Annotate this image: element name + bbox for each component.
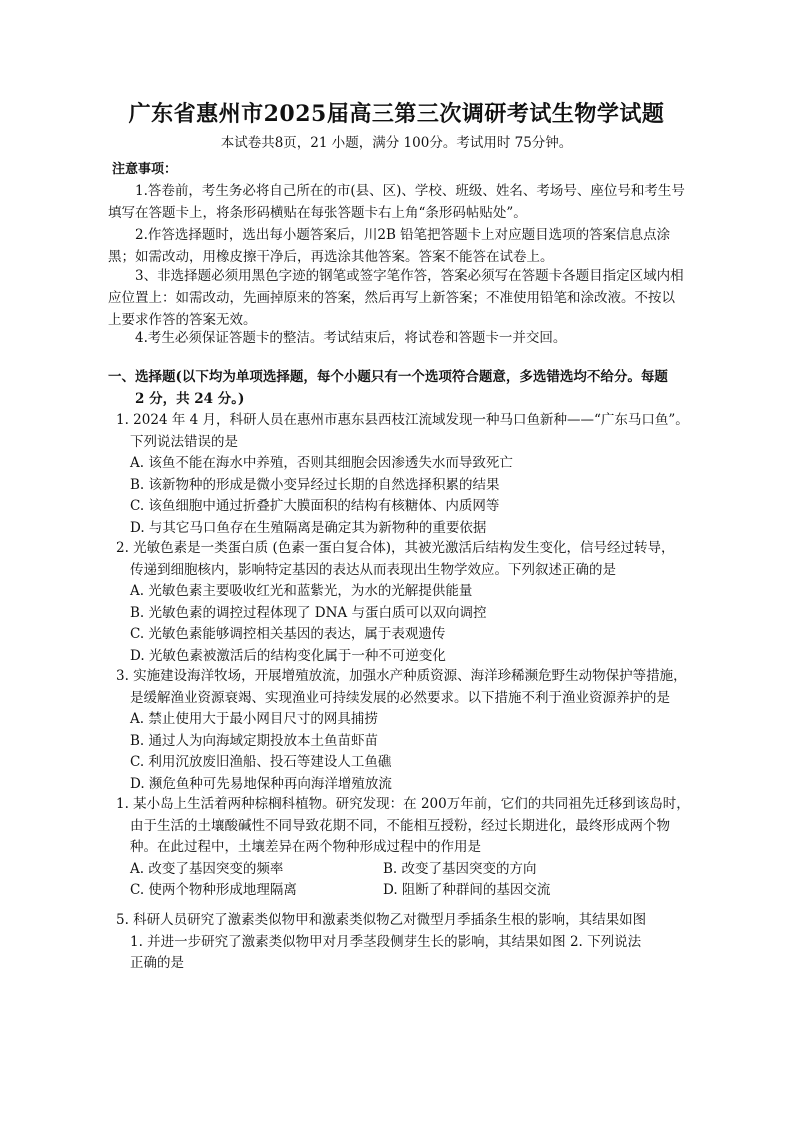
note-item-3: 3、非选择题必须用黑色字迹的钢笔或签字笔作答，答案必须写在答题卡各题目指定区域内相应位置上：如需改动，先画掉原来的答案，然后再写上新答案；不准使用铅笔和涂改液。不按以上要求作答的答案无效。 [108, 268, 684, 328]
section-heading-line1: 一、选择题(以下均为单项选择题，每个小题只有一个选项符合题意，多选错选均不给分。每题 [108, 369, 668, 385]
question-stem-cont: 种。在此过程中，土壤差异在两个物种形成过程中的作用是 [130, 839, 481, 855]
question-1 [116, 410, 716, 539]
section-heading [108, 366, 698, 410]
option-row [116, 859, 716, 881]
option-c: C. 光敏色素能够调控相关基因的表达，属于表观遗传 [130, 626, 446, 642]
question-stem-cont: 1. 并进一步研究了激素类似物甲对月季茎段侧芽生长的影响，其结果如图 2. 下列说法 [130, 933, 642, 950]
option-a: A. 该鱼不能在海水中养殖，否则其细胞会因渗透失水而导致死亡 [130, 455, 513, 471]
exam-title: 广东省惠州市2025届高三第三次调研考试生物学试题 [128, 101, 665, 127]
option-c: C. 利用沉放废旧渔船、投石等建设人工鱼礁 [130, 754, 392, 770]
question-2 [116, 538, 716, 667]
option-a: A. 禁止使用大于最小网目尺寸的网具捕捞 [130, 711, 378, 727]
option-b: B. 光敏色素的调控过程体现了 DNA 与蛋白质可以双向调控 [130, 604, 487, 621]
question-stem: 1. 2024 年 4 月，科研人员在惠州市惠东县西枝江流域发现一种马口鱼新种——“广东马口鱼”。 [116, 412, 689, 428]
question-stem-cont: 正确的是 [130, 955, 184, 971]
exam-subtitle: 本试卷共8页，21 小题，满分 100分。考试用时 75分钟。 [220, 135, 573, 151]
option-d: D. 阻断了种群间的基因交流 [383, 882, 551, 898]
option-b: B. 通过人为向海域定期投放本土鱼苗虾苗 [130, 732, 379, 749]
option-d: D. 濒危鱼种可先易地保种再向海洋增殖放流 [130, 775, 392, 792]
note-item-1: 1.答卷前，考生务必将自己所在的市(县、区)、学校、班级、姓名、考场号、座位号和考生号填写在答题卡上，将条形码横贴在每张答题卡右上角“条形码帖贴处”。 [108, 183, 685, 221]
option-a: A. 改变了基因突变的频率 [130, 860, 284, 877]
question-4 [116, 794, 716, 902]
notes-heading: 注意事项： [112, 162, 178, 177]
question-stem: 2. 光敏色素是一类蛋白质 (色素一蛋白复合体)，其被光激活后结构发生变化，信号经过转导， [116, 540, 675, 556]
option-a: A. 光敏色素主要吸收红光和蓝紫光，为水的光解提供能量 [130, 583, 473, 599]
question-stem-cont: 由于生活的土壤酸碱性不同导致花期不同，不能相互授粉，经过长期进化，最终形成两个物 [130, 817, 670, 834]
note-item-2: 2.作答选择题时，选出每小题答案后，川2B 铅笔把答题卡上对应题目选项的答案信息点涂黑；如需改动，用橡皮擦干净后，再选涂其他答案。答案不能答在试卷上。 [108, 227, 671, 265]
question-stem-cont: 下列说法错误的是 [130, 433, 238, 450]
option-row [116, 880, 716, 902]
option-b: B. 改变了基因突变的方向 [383, 860, 537, 877]
question-stem: 1. 某小岛上生活着两种棕榈科植物。研究发现：在 200万年前，它们的共同祖先迁移到该岛时， [116, 796, 690, 812]
question-stem: 3. 实施建设海洋牧场，开展增殖放流，加强水产种质资源、海洋珍稀濒危野生动物保护等措施， [116, 668, 687, 684]
option-d: D. 光敏色素被激活后的结构变化属于一种不可逆变化 [130, 647, 446, 664]
question-stem: 5. 科研人员研究了激素类似物甲和激素类似物乙对微型月季插条生根的影响，其结果如图 [116, 912, 647, 928]
question-3 [116, 666, 716, 795]
note-item-4: 4.考生必须保证答题卡的整洁。考试结束后，将试卷和答题卡一并交回。 [135, 330, 567, 346]
option-c: C. 该鱼细胞中通过折叠扩大膜面积的结构有核糖体、内质网等 [130, 498, 500, 514]
option-c: C. 使两个物种形成地理隔离 [130, 882, 297, 898]
section-heading-line2: 2 分，共 24 分。) [135, 391, 245, 407]
option-b: B. 该新物种的形成是微小变异经过长期的自然选择积累的结果 [130, 476, 500, 493]
question-stem-cont: 是缓解渔业资源衰竭、实现渔业可持续发展的必然要求。以下措施不利于渔业资源养护的是 [130, 689, 670, 706]
question-5 [116, 910, 716, 975]
question-stem-cont: 传递到细胞核内，影响特定基因的表达从而表现出生物学效应。下列叙述正确的是 [130, 561, 616, 578]
option-d: D. 与其它马口鱼存在生殖隔离是确定其为新物种的重要依据 [130, 519, 487, 536]
